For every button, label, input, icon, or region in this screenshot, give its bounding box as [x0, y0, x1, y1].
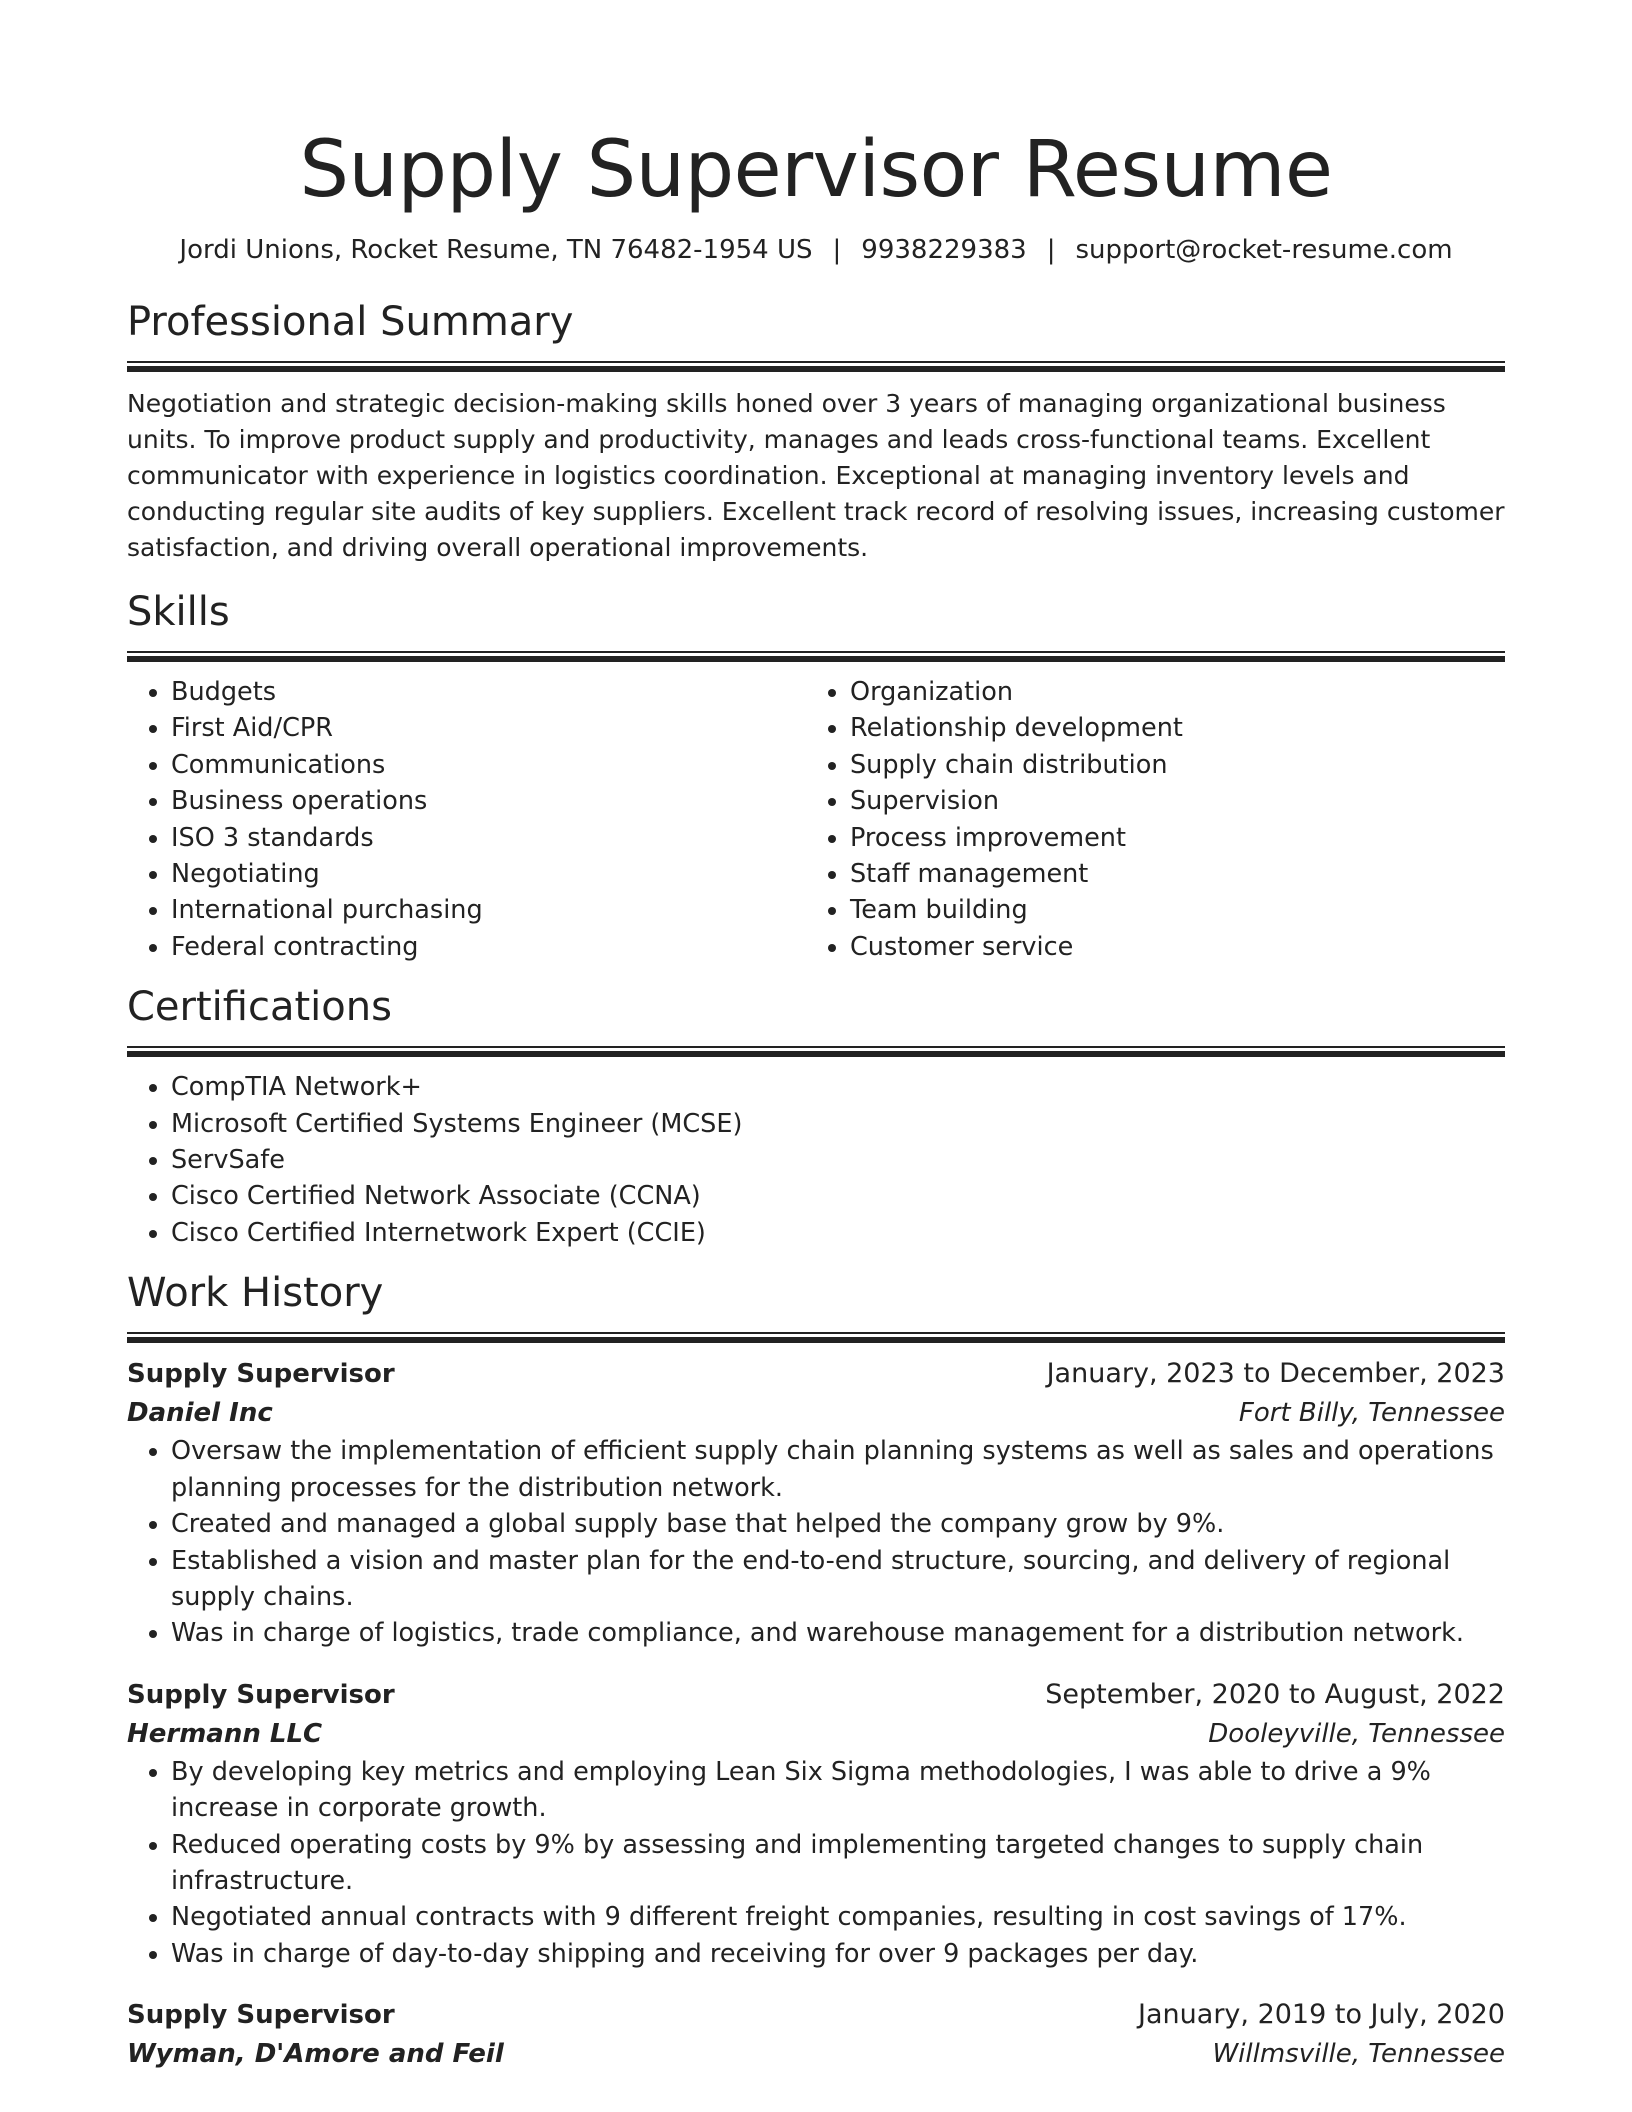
skills-list-right	[806, 674, 1485, 965]
job-entry	[127, 1676, 1505, 1972]
certification-item: • Cisco Certified Internetwork Expert (CCIE)	[171, 1215, 1505, 1251]
skill-item: • Organization	[850, 674, 1485, 710]
skill-item: • International purchasing	[171, 892, 806, 928]
job-location: Fort Billy, Tennessee	[1238, 1398, 1505, 1429]
job-dates: January, 2019 to July, 2020	[1138, 1999, 1505, 2031]
contact-phone: 9938229383	[861, 235, 1027, 265]
job-company: Daniel Inc	[127, 1398, 273, 1429]
certifications-section	[127, 982, 1505, 1251]
skills-column-right	[806, 674, 1485, 965]
certification-item: • Cisco Certified Network Associate (CCNA)	[171, 1178, 1505, 1214]
contact-line	[127, 233, 1505, 267]
summary-section	[127, 297, 1505, 566]
job-header	[127, 1996, 1505, 2034]
skills-list-left	[127, 674, 806, 965]
certification-item: • CompTIA Network+	[171, 1069, 1505, 1105]
job-bullet: • Established a vision and master plan for the end-to-end structure, sourcing, and delivery of regional supply chains.	[171, 1543, 1505, 1616]
skill-item: • Staff management	[850, 856, 1485, 892]
job-header	[127, 1355, 1505, 1393]
job-subheader	[127, 1714, 1505, 1754]
certification-item: • ServSafe	[171, 1142, 1505, 1178]
contact-address: Jordi Unions, Rocket Resume, TN 76482-1954 US	[179, 235, 813, 265]
section-heading-certifications: Certifications	[127, 984, 392, 1031]
resume-title: Supply Supervisor Resume	[299, 125, 1333, 215]
skill-item: • Supply chain distribution	[850, 747, 1485, 783]
skill-item: • Supervision	[850, 783, 1485, 819]
contact-separator: |	[832, 235, 842, 265]
job-bullet: • Oversaw the implementation of efficient supply chain planning systems as well as sales and operations planning processes for the distribution network.	[171, 1433, 1505, 1506]
job-location: Dooleyville, Tennessee	[1208, 1718, 1505, 1749]
job-bullet: • Was in charge of logistics, trade compliance, and warehouse management for a distribution network.	[171, 1615, 1505, 1651]
skill-item: • ISO 3 standards	[171, 820, 806, 856]
job-bullets	[127, 1754, 1505, 1972]
job-entry	[127, 1355, 1505, 1651]
section-divider	[127, 651, 1505, 662]
skill-item: • Budgets	[171, 674, 806, 710]
job-title: Supply Supervisor	[127, 1679, 395, 1710]
job-title: Supply Supervisor	[127, 1359, 395, 1390]
job-location: Willmsville, Tennessee	[1212, 2039, 1505, 2070]
job-bullet: • Reduced operating costs by 9% by assessing and implementing targeted changes to supply chain infrastructure.	[171, 1827, 1505, 1900]
job-dates: September, 2020 to August, 2022	[1045, 1678, 1505, 1710]
resume-content	[127, 0, 1505, 2074]
summary-text: Negotiation and strategic decision-making skills honed over 3 years of managing organizational business units. To improve product supply and productivity, manages and leads cross-functional teams. Excellent communicator with experience in logistics coordination. Exceptional at managing inventory levels and conducting regular site audits of key suppliers. Excellent track record of resolving issues, increasing customer satisfaction, and driving overall operational improvements.	[127, 389, 1505, 562]
skill-item: • Relationship development	[850, 710, 1485, 746]
job-subheader	[127, 1393, 1505, 1433]
skills-column-left	[127, 674, 806, 965]
job-company: Hermann LLC	[127, 1718, 323, 1749]
job-bullets	[127, 1433, 1505, 1651]
job-bullet: • Was in charge of day-to-day shipping and receiving for over 9 packages per day.	[171, 1936, 1505, 1972]
section-divider	[127, 1046, 1505, 1057]
section-divider	[127, 1332, 1505, 1343]
job-company: Wyman, D'Amore and Feil	[127, 2039, 504, 2070]
job-dates: January, 2023 to December, 2023	[1046, 1358, 1505, 1390]
skill-item: • Process improvement	[850, 820, 1485, 856]
skills-grid	[127, 674, 1505, 965]
job-entry	[127, 1996, 1505, 2074]
job-title: Supply Supervisor	[127, 2000, 395, 2031]
skill-item: • Customer service	[850, 929, 1485, 965]
skill-item: • First Aid/CPR	[171, 710, 806, 746]
skill-item: • Communications	[171, 747, 806, 783]
skill-item: • Business operations	[171, 783, 806, 819]
section-divider	[127, 361, 1505, 372]
work-history-section	[127, 1268, 1505, 2074]
certification-item: • Microsoft Certified Systems Engineer (MCSE)	[171, 1106, 1505, 1142]
contact-email[interactable]: support@rocket-resume.com	[1075, 235, 1453, 265]
skills-section	[127, 587, 1505, 965]
section-heading-skills: Skills	[127, 589, 230, 635]
section-heading-work-history: Work History	[127, 1270, 384, 1317]
job-bullet: • Negotiated annual contracts with 9 different freight companies, resulting in cost savings of 17%.	[171, 1899, 1505, 1935]
skill-item: • Negotiating	[171, 856, 806, 892]
job-bullet: • Created and managed a global supply base that helped the company grow by 9%.	[171, 1506, 1505, 1542]
certifications-list	[127, 1069, 1505, 1251]
job-bullet: • By developing key metrics and employing Lean Six Sigma methodologies, I was able to drive a 9% increase in corporate growth.	[171, 1754, 1505, 1827]
contact-separator: |	[1046, 235, 1056, 265]
job-subheader	[127, 2034, 1505, 2074]
skill-item: • Federal contracting	[171, 929, 806, 965]
section-heading-summary: Professional Summary	[127, 299, 574, 345]
skill-item: • Team building	[850, 892, 1485, 928]
job-header	[127, 1676, 1505, 1714]
